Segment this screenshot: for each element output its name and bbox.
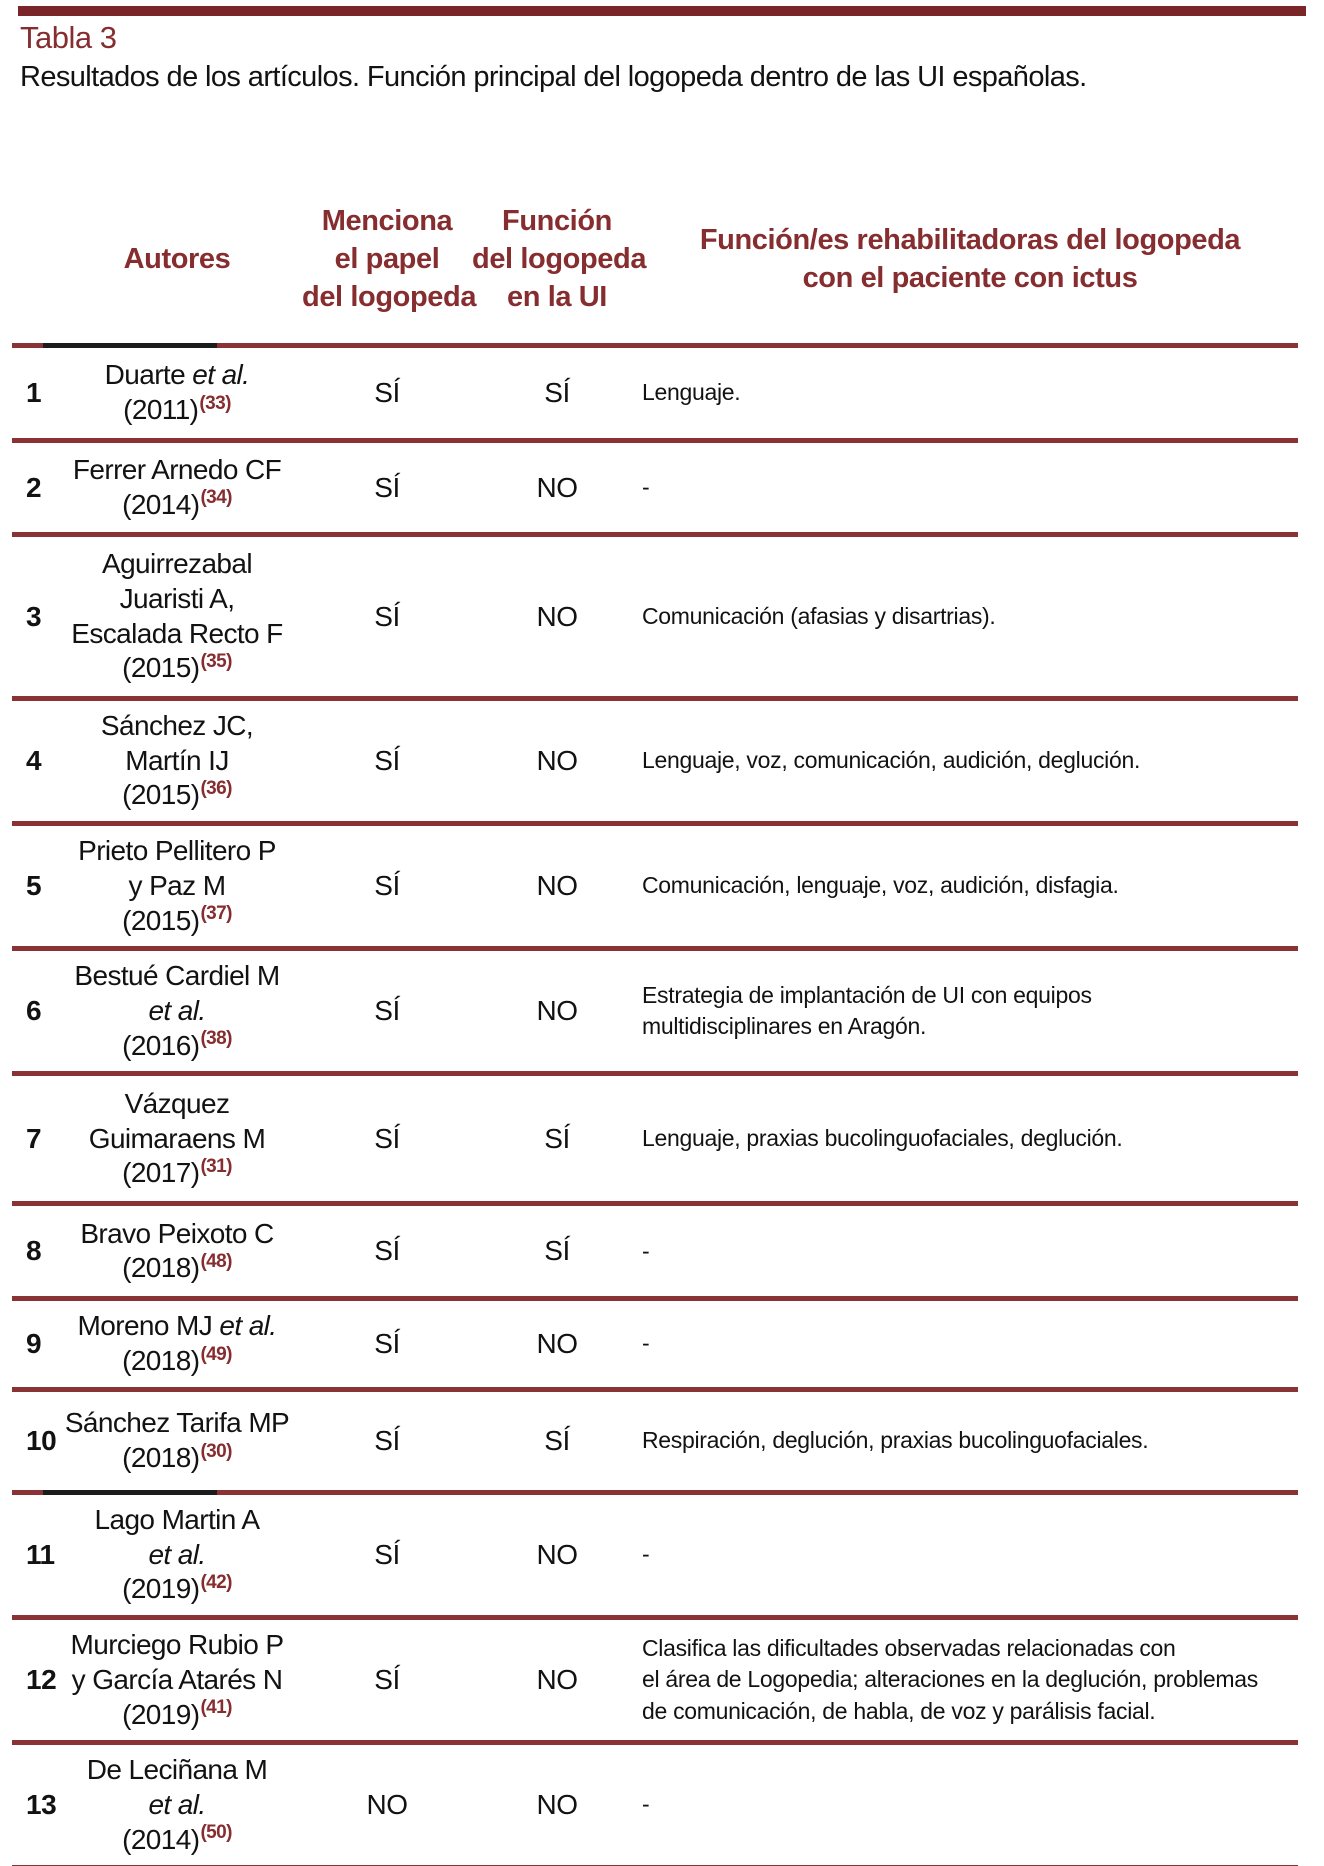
author-names: Aguirrezabal Juaristi A, Escalada Recto F (2015) (71, 548, 283, 684)
author-names: Sánchez JC, Martín IJ (2015) (100, 710, 254, 811)
rehab-cell: - (642, 1330, 650, 1357)
rehab-cell: Respiración, deglución, praxias bucolinguofaciales. (642, 1427, 1149, 1454)
header-funcion-ui: Función del logopeda en la UI (472, 204, 647, 314)
author-names: Prieto Pellitero P y Paz M (2015) (78, 835, 276, 936)
mentions-cell: SÍ (374, 377, 400, 408)
rehab-cell: Comunicación, lenguaje, voz, audición, disfagia. (642, 872, 1119, 899)
authors-cell (52, 1209, 302, 1294)
table-row (12, 532, 1298, 696)
rehab-cell: - (642, 1237, 650, 1264)
author-names: Ferrer Arnedo CF (2014) (72, 453, 282, 520)
authors-cell (52, 1745, 302, 1865)
rehab-cell: Lenguaje, voz, comunicación, audición, deglución. (642, 747, 1141, 774)
row-number: 1 (26, 377, 42, 408)
rehab-cell: Clasifica las dificultades observadas relacionadas con el área de Logopedia; alteraciones en la deglución, problemas de comunicación, de habla, de voz y parálisis facial. (642, 1634, 1258, 1724)
rehab-cell: Comunicación (afasias y disartrias). (642, 602, 996, 629)
role-cell: SÍ (544, 1424, 570, 1456)
table-row (12, 946, 1298, 1071)
authors-cell (52, 445, 302, 530)
role-cell: NO (536, 600, 578, 632)
header-autores: Autores (123, 242, 231, 275)
citation-ref: (30) (200, 1440, 232, 1462)
table-subtitle: Resultados de los artículos. Función principal del logopeda dentro de las UI españolas. (20, 60, 1087, 93)
authors-cell (52, 1398, 302, 1483)
mentions-cell: SÍ (374, 471, 400, 503)
rehab-cell: Estrategia de implantación de UI con equipos multidisciplinares en Aragón. (642, 981, 1092, 1040)
header-funciones-rehabilitadoras: Función/es rehabilitadoras del logopeda con el paciente con ictus (699, 223, 1241, 294)
citation-ref: (48) (200, 1251, 232, 1273)
authors-cell (52, 1301, 302, 1386)
mentions-cell: SÍ (374, 1328, 400, 1360)
role-cell: NO (536, 745, 578, 777)
role-cell: SÍ (544, 1122, 570, 1154)
table-row (12, 1296, 1298, 1386)
citation-ref: (31) (200, 1156, 232, 1177)
table-title: Tabla 3 (20, 20, 117, 55)
author-names: Vázquez Guimaraens M (2017) (88, 1087, 266, 1189)
citation-ref: (50) (200, 1822, 232, 1844)
table-row (12, 1387, 1298, 1490)
mentions-cell: SÍ (374, 1122, 400, 1154)
rehab-cell: - (642, 1791, 650, 1818)
mentions-cell: SÍ (374, 1235, 400, 1267)
citation-ref: (36) (200, 778, 232, 800)
table-row (12, 1201, 1298, 1296)
table-row (12, 1615, 1298, 1740)
role-cell: SÍ (544, 1235, 570, 1267)
results-table (12, 175, 1298, 1866)
author-names: Moreno MJ et al. (2018) (77, 1310, 277, 1377)
row-number: 7 (26, 1122, 42, 1154)
citation-ref: (37) (200, 903, 232, 925)
citation-ref: (35) (200, 650, 232, 672)
mentions-cell: SÍ (374, 870, 400, 902)
author-names: Bravo Peixoto C (2018) (80, 1217, 274, 1284)
mentions-cell: SÍ (374, 1424, 400, 1456)
role-cell: NO (536, 1328, 578, 1360)
row-number: 8 (26, 1235, 42, 1267)
authors-cell (52, 1079, 302, 1199)
table-row (12, 696, 1298, 821)
row-number: 9 (26, 1328, 42, 1360)
row-number: 5 (26, 870, 42, 902)
role-cell: NO (536, 1789, 578, 1821)
role-cell: NO (536, 995, 578, 1027)
role-cell: NO (536, 471, 578, 503)
authors-cell (52, 1620, 302, 1740)
row-number: 12 (26, 1664, 57, 1696)
mentions-cell: NO (366, 1789, 408, 1821)
rehab-cell: Lenguaje. (642, 379, 741, 406)
role-cell: NO (536, 870, 578, 902)
table-row (12, 438, 1298, 532)
authors-cell (52, 951, 302, 1071)
author-names: Duarte et al. (2011) (104, 359, 250, 425)
citation-ref: (38) (200, 1028, 232, 1050)
row-number: 10 (26, 1424, 57, 1456)
row-number: 2 (26, 471, 42, 503)
mentions-cell: SÍ (374, 995, 400, 1027)
rehab-cell: - (642, 473, 650, 500)
author-names: Lago Martin A et al. (2019) (94, 1503, 260, 1605)
authors-cell (52, 539, 302, 694)
header-menciona-papel: Menciona el papel del logopeda (302, 204, 477, 314)
row-number: 3 (26, 600, 42, 632)
author-names: Sánchez Tarifa MP (2018) (64, 1407, 290, 1473)
table-row (12, 1740, 1298, 1865)
author-names: Murciego Rubio P y García Atarés N (2019) (70, 1629, 284, 1730)
citation-ref: (41) (200, 1697, 232, 1719)
row-number: 6 (26, 995, 42, 1027)
table-row (12, 343, 1298, 438)
authors-cell (52, 701, 302, 821)
mentions-cell: SÍ (374, 745, 400, 777)
role-cell: SÍ (544, 377, 570, 408)
table-row (12, 1071, 1298, 1201)
author-names: Bestué Cardiel M et al. (2016) (74, 960, 280, 1061)
mentions-cell: SÍ (374, 1538, 400, 1570)
row-number: 11 (26, 1538, 55, 1570)
mentions-cell: SÍ (374, 1664, 400, 1696)
authors-cell (52, 1495, 302, 1615)
authors-cell (52, 826, 302, 946)
author-names: De Leciñana M et al. (2014) (86, 1754, 268, 1855)
top-rule (18, 6, 1306, 16)
citation-ref: (49) (200, 1343, 232, 1365)
row-number: 13 (26, 1789, 57, 1821)
citation-ref: (33) (199, 392, 231, 414)
page-break-rule (43, 343, 217, 348)
citation-ref: (34) (200, 487, 232, 509)
authors-cell (52, 350, 302, 435)
table-header (12, 175, 1298, 343)
table-row (12, 1490, 1298, 1615)
role-cell: NO (536, 1538, 578, 1570)
citation-ref: (42) (200, 1572, 232, 1594)
role-cell: NO (536, 1664, 578, 1696)
table-row (12, 821, 1298, 946)
rehab-cell: - (642, 1541, 650, 1568)
table-caption (20, 20, 1312, 94)
rehab-cell: Lenguaje, praxias bucolinguofaciales, deglución. (642, 1125, 1123, 1152)
page-break-rule (43, 1490, 217, 1495)
mentions-cell: SÍ (374, 600, 400, 632)
row-number: 4 (26, 745, 42, 777)
